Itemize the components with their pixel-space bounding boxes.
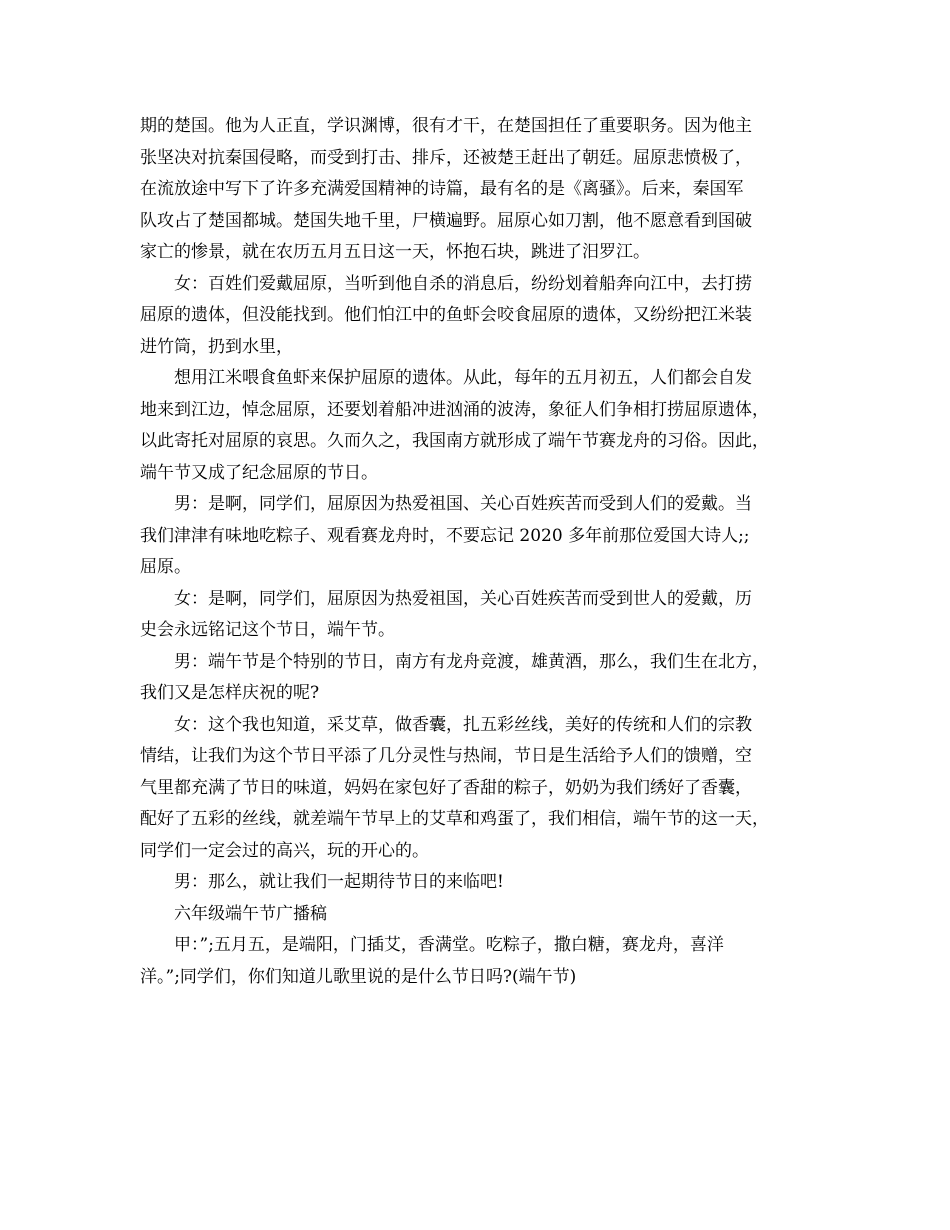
text-line: 情结，让我们为这个节日平添了几分灵性与热闹，节日是生活给予人们的馈赠，空 <box>140 746 752 766</box>
text-line: 配好了五彩的丝线，就差端午节早上的艾草和鸡蛋了，我们相信，端午节的这一天， <box>140 809 769 829</box>
text-line: 洋。”;同学们，你们知道儿歌里说的是什么节日吗?(端午节) <box>140 966 577 987</box>
text-line: 女：百姓们爱戴屈原，当听到他自杀的消息后，纷纷划着船奔向江中，去打捞 <box>174 273 752 294</box>
text-line: 屈原的遗体，但没能找到。他们怕江中的鱼虾会咬食屈原的遗体，又纷纷把江米装 <box>140 305 752 325</box>
document-body <box>140 111 820 993</box>
text-line: 男：端午节是个特别的节日，南方有龙舟竞渡，雄黄酒，那么，我们生在北方， <box>174 651 769 672</box>
text-line: 女：这个我也知道，采艾草，做香囊，扎五彩丝线，美好的传统和人们的宗教 <box>174 714 752 735</box>
text-line: 男：那么，就让我们一起期待节日的来临吧! <box>174 872 504 892</box>
text-line: 队攻占了楚国都城。楚国失地千里，尸横遍野。屈原心如刀割，他不愿意看到国破 <box>140 210 752 231</box>
section-heading: 六年级端午节广播稿 <box>174 903 327 924</box>
text-line: 以此寄托对屈原的哀思。久而久之，我国南方就形成了端午节赛龙舟的习俗。因此， <box>140 431 769 451</box>
text-line: 家亡的惨景，就在农历五月五日这一天，怀抱石块，跳进了汨罗江。 <box>140 242 650 262</box>
text-line: 想用江米喂食鱼虾来保护屈原的遗体。从此，每年的五月初五，人们都会自发 <box>174 368 752 388</box>
text-line: 男：是啊，同学们，屈原因为热爱祖国、关心百姓疾苦而受到人们的爱戴。当 <box>174 494 752 514</box>
text-line: 地来到江边，悼念屈原，还要划着船冲进汹涌的波涛，象征人们争相打捞屈原遗体， <box>140 399 769 420</box>
text-line: 甲：”;五月五，是端阳，门插艾，香满堂。吃粽子，撒白糖，赛龙舟，喜洋 <box>174 935 724 955</box>
text-line: 女：是啊，同学们，屈原因为热爱祖国，关心百姓疾苦而受到世人的爱戴，历 <box>174 588 752 609</box>
text-line: 在流放途中写下了许多充满爱国精神的诗篇，最有名的是《离骚》。后来，秦国军 <box>140 179 744 199</box>
text-line: 我们津津有味地吃粽子、观看赛龙舟时，不要忘记 2020 多年前那位爱国大诗人;; <box>140 525 750 546</box>
text-line: 史会永远铭记这个节日，端午节。 <box>140 620 395 640</box>
text-line: 端午节又成了纪念屈原的节日。 <box>140 462 378 483</box>
text-line: 我们又是怎样庆祝的呢? <box>140 683 320 703</box>
text-line: 气里都充满了节日的味道，妈妈在家包好了香甜的粽子，奶奶为我们绣好了香囊， <box>140 777 752 798</box>
text-line: 张坚决对抗秦国侵略，而受到打击、排斥，还被楚王赶出了朝廷。屈原悲愤极了， <box>140 147 752 168</box>
text-line: 进竹筒，扔到水里， <box>140 336 293 357</box>
text-line: 屈原。 <box>140 557 191 577</box>
text-line: 同学们一定会过的高兴，玩的开心的。 <box>140 840 429 861</box>
text-line: 期的楚国。他为人正直，学识渊博，很有才干，在楚国担任了重要职务。因为他主 <box>140 116 752 136</box>
